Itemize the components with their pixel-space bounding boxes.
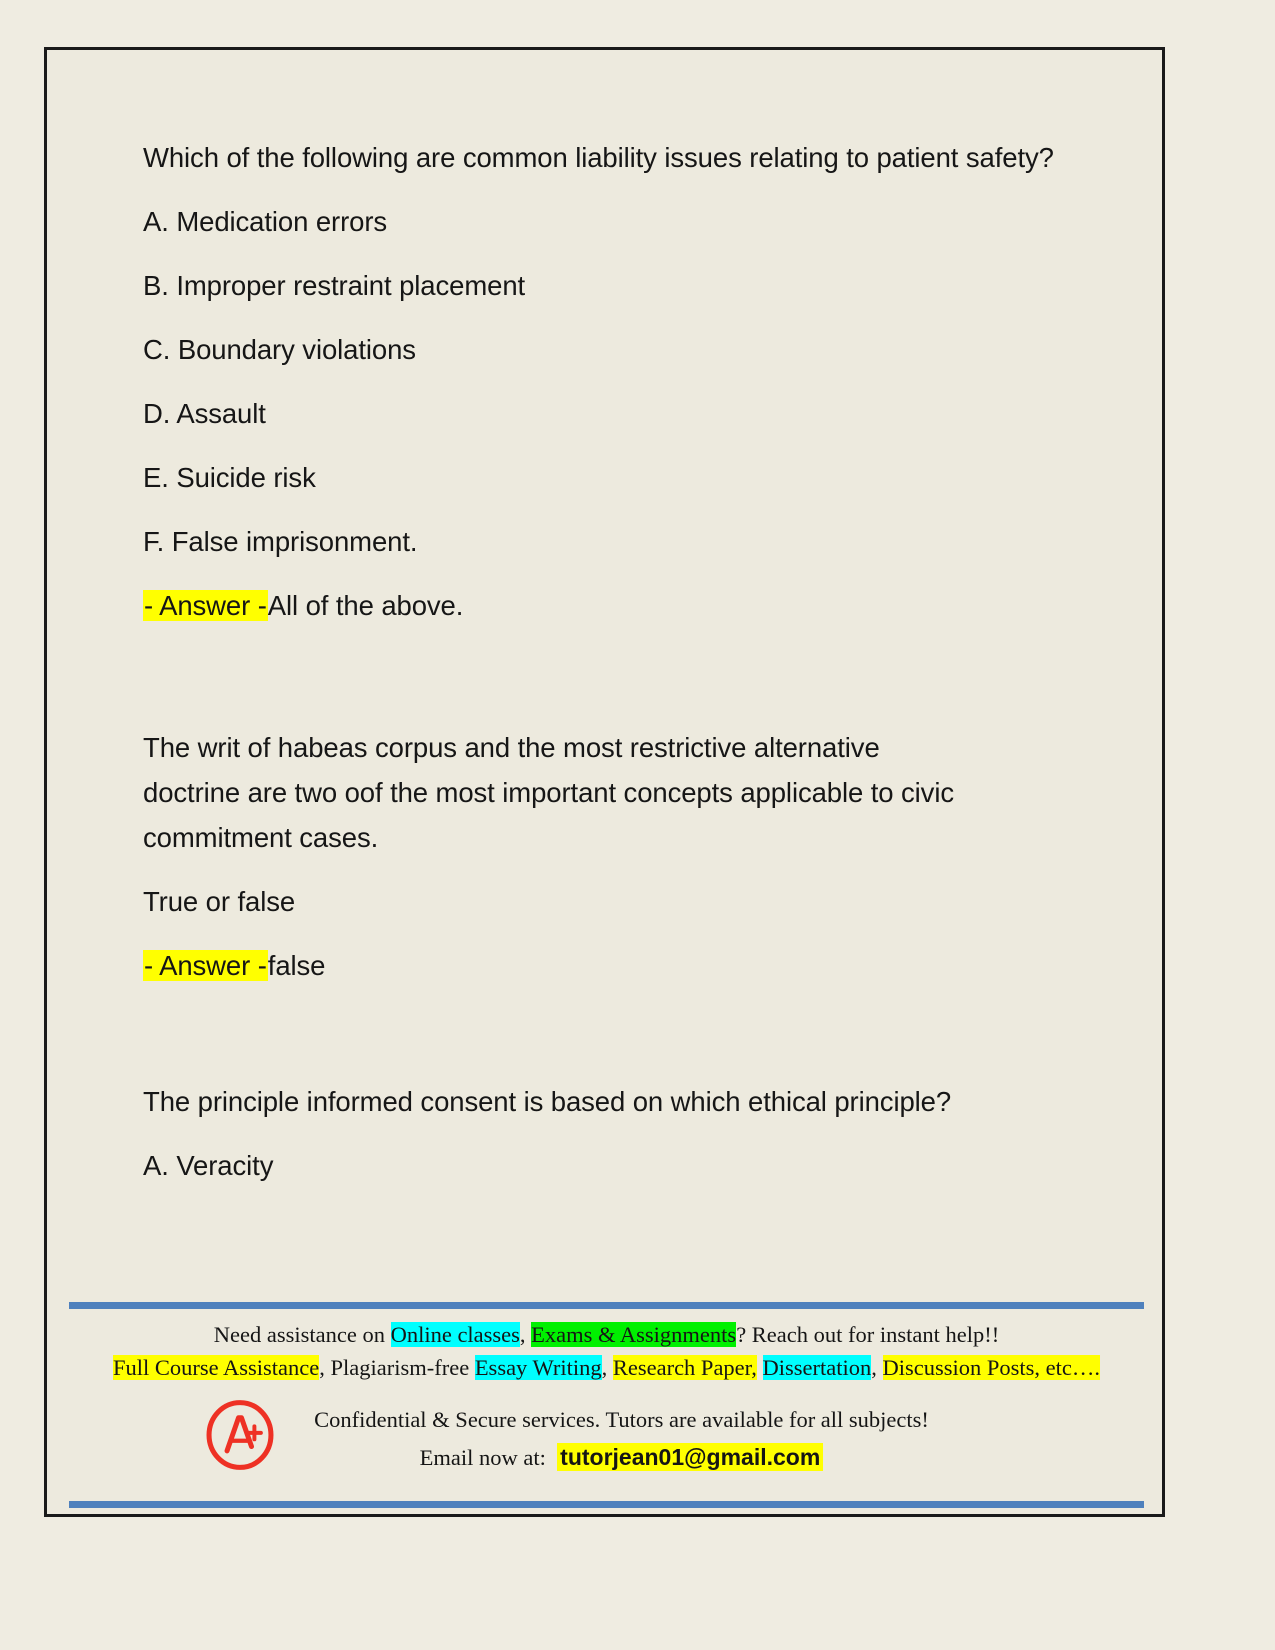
footer-promo: [69, 1302, 1144, 1508]
question-1-option-d: D. Assault: [143, 398, 266, 429]
question-2-prompt: The writ of habeas corpus and the most restrictive alternative doctrine are two oof the most important concepts applicable to civic commitment cases.: [143, 732, 954, 853]
question-2-subprompt: True or false: [143, 886, 296, 917]
footer-essay-writing: Essay Writing: [474, 1355, 602, 1380]
footer-email-line: [314, 1440, 929, 1475]
section-spacer-1: [143, 647, 1058, 725]
footer-top-rule: [69, 1302, 1144, 1309]
question-1-option-b: B. Improper restraint placement: [143, 270, 526, 301]
footer-bottom-rule: [69, 1501, 1144, 1508]
footer-line2-part2: ,: [601, 1355, 613, 1380]
question-1-option-f: F. False imprisonment.: [143, 526, 418, 557]
footer-line2-part4: ,: [871, 1355, 883, 1380]
question-1-option-a: A. Medication errors: [143, 206, 388, 237]
footer-line2-part1: , Plagiarism-free: [319, 1355, 475, 1380]
question-2-answer: [143, 943, 1058, 988]
a-plus-grade-icon: [204, 1399, 276, 1471]
answer-text-1: All of the above.: [267, 590, 464, 621]
question-1-option-e: E. Suicide risk: [143, 462, 316, 493]
footer-body: [69, 1309, 1144, 1501]
document-content: [143, 135, 1058, 1207]
footer-offerings-line: [69, 1352, 1144, 1384]
section-spacer-2: [143, 1007, 1058, 1079]
footer-line1-part2: ,: [519, 1322, 532, 1347]
question-3-option-a: A. Veracity: [143, 1150, 274, 1181]
question-1-option-c: C. Boundary violations: [143, 334, 416, 365]
answer-text-2: false: [267, 950, 326, 981]
footer-full-course-assistance: Full Course Assistance: [112, 1355, 320, 1380]
footer-discussion-posts: Discussion Posts, etc….: [882, 1355, 1101, 1380]
question-1-prompt: Which of the following are common liability issues relating to patient safety?: [143, 142, 1054, 173]
footer-line2-part3: [757, 1355, 763, 1380]
question-1-answer: [143, 583, 1058, 628]
answer-marker-2: - Answer -: [144, 950, 267, 981]
answer-marker-1: - Answer -: [144, 590, 267, 621]
footer-gap: [69, 1475, 1144, 1501]
footer-contact-text: [284, 1403, 929, 1475]
footer-exams-assignments: Exams & Assignments: [531, 1322, 737, 1347]
question-3-prompt: The principle informed consent is based on which ethical principle?: [143, 1086, 952, 1117]
footer-contact-row: [69, 1403, 1144, 1475]
footer-services-line: [69, 1320, 1144, 1350]
footer-email-address[interactable]: tutorjean01@gmail.com: [557, 1443, 823, 1471]
document-page: [44, 47, 1165, 1517]
footer-dissertation: Dissertation: [762, 1355, 872, 1380]
footer-line1-part3: ? Reach out for instant help!!: [736, 1322, 1000, 1347]
footer-online-classes: Online classes: [390, 1322, 520, 1347]
footer-confidential-line: Confidential & Secure services. Tutors are available for all subjects!: [314, 1407, 929, 1432]
footer-research-paper: Research Paper,: [612, 1355, 757, 1380]
footer-line1-part1: Need assistance on: [213, 1322, 391, 1347]
footer-email-label: Email now at:: [419, 1445, 546, 1470]
